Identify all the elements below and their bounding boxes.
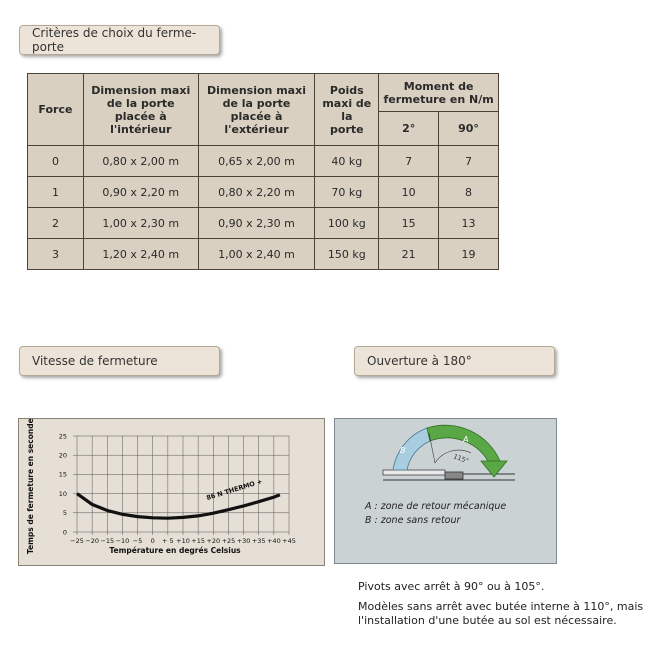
table-cell: 0,80 x 2,20 m — [198, 177, 315, 208]
table-cell: 0,90 x 2,20 m — [83, 177, 198, 208]
y-tick-label: 0 — [62, 528, 67, 537]
table-row — [28, 146, 499, 177]
table-cell: 13 — [439, 208, 499, 239]
header-force: Force — [28, 74, 84, 146]
criteria-table — [27, 73, 499, 270]
section-speed-title-text: Vitesse de fermeture — [32, 354, 158, 368]
closing-speed-chart — [18, 418, 325, 566]
y-tick-label: 15 — [58, 470, 67, 479]
section-criteria-title — [19, 25, 220, 55]
door-diagram-svg — [335, 419, 556, 563]
table-cell: 3 — [28, 239, 84, 270]
table-cell: 10 — [379, 177, 439, 208]
door-closer — [445, 472, 463, 479]
x-tick-label: +45 — [282, 537, 296, 545]
x-tick-label: 0 — [150, 537, 155, 545]
section-speed-title — [19, 346, 220, 376]
note-models-line2: l'installation d'une butée au sol est nécessaire. — [358, 614, 617, 627]
x-tick-label: +40 — [266, 537, 281, 545]
series-label: 86 N THERMO + — [205, 477, 264, 503]
table-cell: 2 — [28, 208, 84, 239]
angle-label: 115° — [452, 452, 470, 466]
section-criteria-title-text: Critères de choix du ferme-porte — [32, 26, 197, 54]
table-row — [28, 208, 499, 239]
table-row — [28, 239, 499, 270]
x-tick-label: +30 — [236, 537, 251, 545]
x-tick-label: −10 — [115, 537, 130, 545]
table-cell: 15 — [379, 208, 439, 239]
table-cell: 1,00 x 2,30 m — [83, 208, 198, 239]
legend-b: B : zone sans retour — [365, 515, 461, 526]
y-axis-label: Temps de fermeture en secondes — [26, 419, 35, 555]
x-tick-label: −5 — [132, 537, 143, 545]
x-tick-label: +10 — [176, 537, 190, 545]
door-opening-diagram — [334, 418, 557, 564]
table-cell: 0,65 x 2,00 m — [198, 146, 315, 177]
y-tick-label: 5 — [62, 509, 67, 518]
note-pivots: Pivots avec arrêt à 90° ou à 105°. — [358, 580, 545, 593]
x-tick-label: + 5 — [162, 537, 174, 545]
chart-svg — [19, 419, 324, 565]
table-cell: 70 kg — [315, 177, 379, 208]
table-cell: 0,80 x 2,00 m — [83, 146, 198, 177]
note-models-line1: Modèles sans arrêt avec butée interne à 110°, mais — [358, 600, 644, 613]
x-tick-label: −15 — [100, 537, 115, 545]
section-opening-title-text: Ouverture à 180° — [367, 354, 472, 368]
x-tick-label: −25 — [70, 537, 84, 545]
section-opening-title — [354, 346, 555, 376]
header-moment-90: 90° — [439, 112, 499, 146]
zone-b-letter: B — [400, 446, 406, 455]
legend-a: A : zone de retour mécanique — [365, 501, 507, 512]
table-cell: 100 kg — [315, 208, 379, 239]
zone-b-arc — [393, 428, 430, 470]
door-leaf — [383, 470, 445, 475]
table-cell: 8 — [439, 177, 499, 208]
table-cell: 1,20 x 2,40 m — [83, 239, 198, 270]
table-cell: 0 — [28, 146, 84, 177]
table-cell: 1 — [28, 177, 84, 208]
header-moment-2: 2° — [379, 112, 439, 146]
table-cell: 19 — [439, 239, 499, 270]
x-tick-label: +20 — [206, 537, 221, 545]
header-moment: Moment de fermeture en N/m — [379, 74, 499, 112]
header-dim-int: Dimension maxi de la porte placée à l'intérieur — [83, 74, 198, 146]
table-row — [28, 177, 499, 208]
x-axis-label: Température en degrés Celsius — [109, 546, 241, 555]
x-tick-label: +25 — [221, 537, 236, 545]
y-tick-label: 20 — [58, 451, 67, 460]
x-tick-label: +15 — [191, 537, 206, 545]
table-cell: 40 kg — [315, 146, 379, 177]
table-cell: 21 — [379, 239, 439, 270]
table-cell: 1,00 x 2,40 m — [198, 239, 315, 270]
arrow-head-icon — [481, 461, 507, 477]
table-cell: 7 — [439, 146, 499, 177]
zone-a-letter: A — [463, 435, 469, 444]
x-tick-label: +35 — [251, 537, 266, 545]
y-tick-label: 10 — [58, 489, 67, 498]
header-dim-ext: Dimension maxi de la porte placée à l'extérieur — [198, 74, 315, 146]
x-tick-label: −20 — [85, 537, 100, 545]
table-cell: 0,90 x 2,30 m — [198, 208, 315, 239]
table-cell: 7 — [379, 146, 439, 177]
header-poids: Poids maxi de la porte — [315, 74, 379, 146]
y-tick-label: 25 — [58, 432, 67, 441]
table-cell: 150 kg — [315, 239, 379, 270]
